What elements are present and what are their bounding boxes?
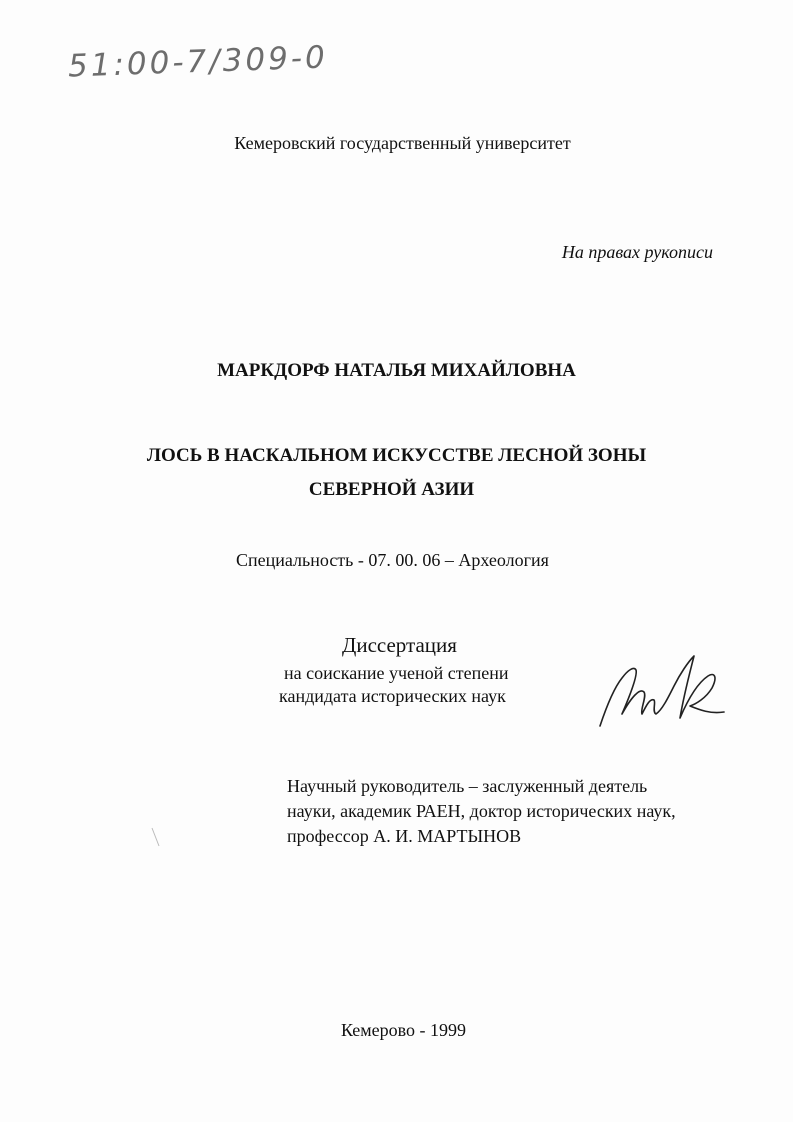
handwritten-signature: [592, 648, 742, 738]
thesis-title-line-2: СЕВЕРНОЙ АЗИИ: [308, 479, 475, 500]
rights-notice: На правах рукописи: [561, 242, 713, 262]
scan-mark: [150, 826, 164, 850]
advisor-line-1: Научный руководитель – заслуженный деятель: [287, 776, 648, 796]
city-and-year: Кемерово - 1999: [340, 1020, 467, 1040]
author-name: МАРКДОРФ НАТАЛЬЯ МИХАЙЛОВНА: [217, 360, 576, 381]
university-name: Кемеровский государственный университет: [234, 133, 571, 153]
advisor-line-2: науки, академик РАЕН, доктор исторических наук,: [287, 801, 676, 821]
dissertation-field-line: кандидата исторических наук: [279, 686, 506, 706]
specialty: Специальность - 07. 00. 06 – Археология: [236, 550, 549, 570]
dissertation-heading: Диссертация: [342, 633, 457, 657]
archive-stamp: 51:00-7/309-0: [67, 39, 329, 85]
thesis-title-line-1: ЛОСЬ В НАСКАЛЬНОМ ИСКУССТВЕ ЛЕСНОЙ ЗОНЫ: [146, 445, 647, 466]
dissertation-degree-line: на соискание ученой степени: [284, 663, 509, 683]
advisor-line-3: профессор А. И. МАРТЫНОВ: [287, 826, 522, 846]
